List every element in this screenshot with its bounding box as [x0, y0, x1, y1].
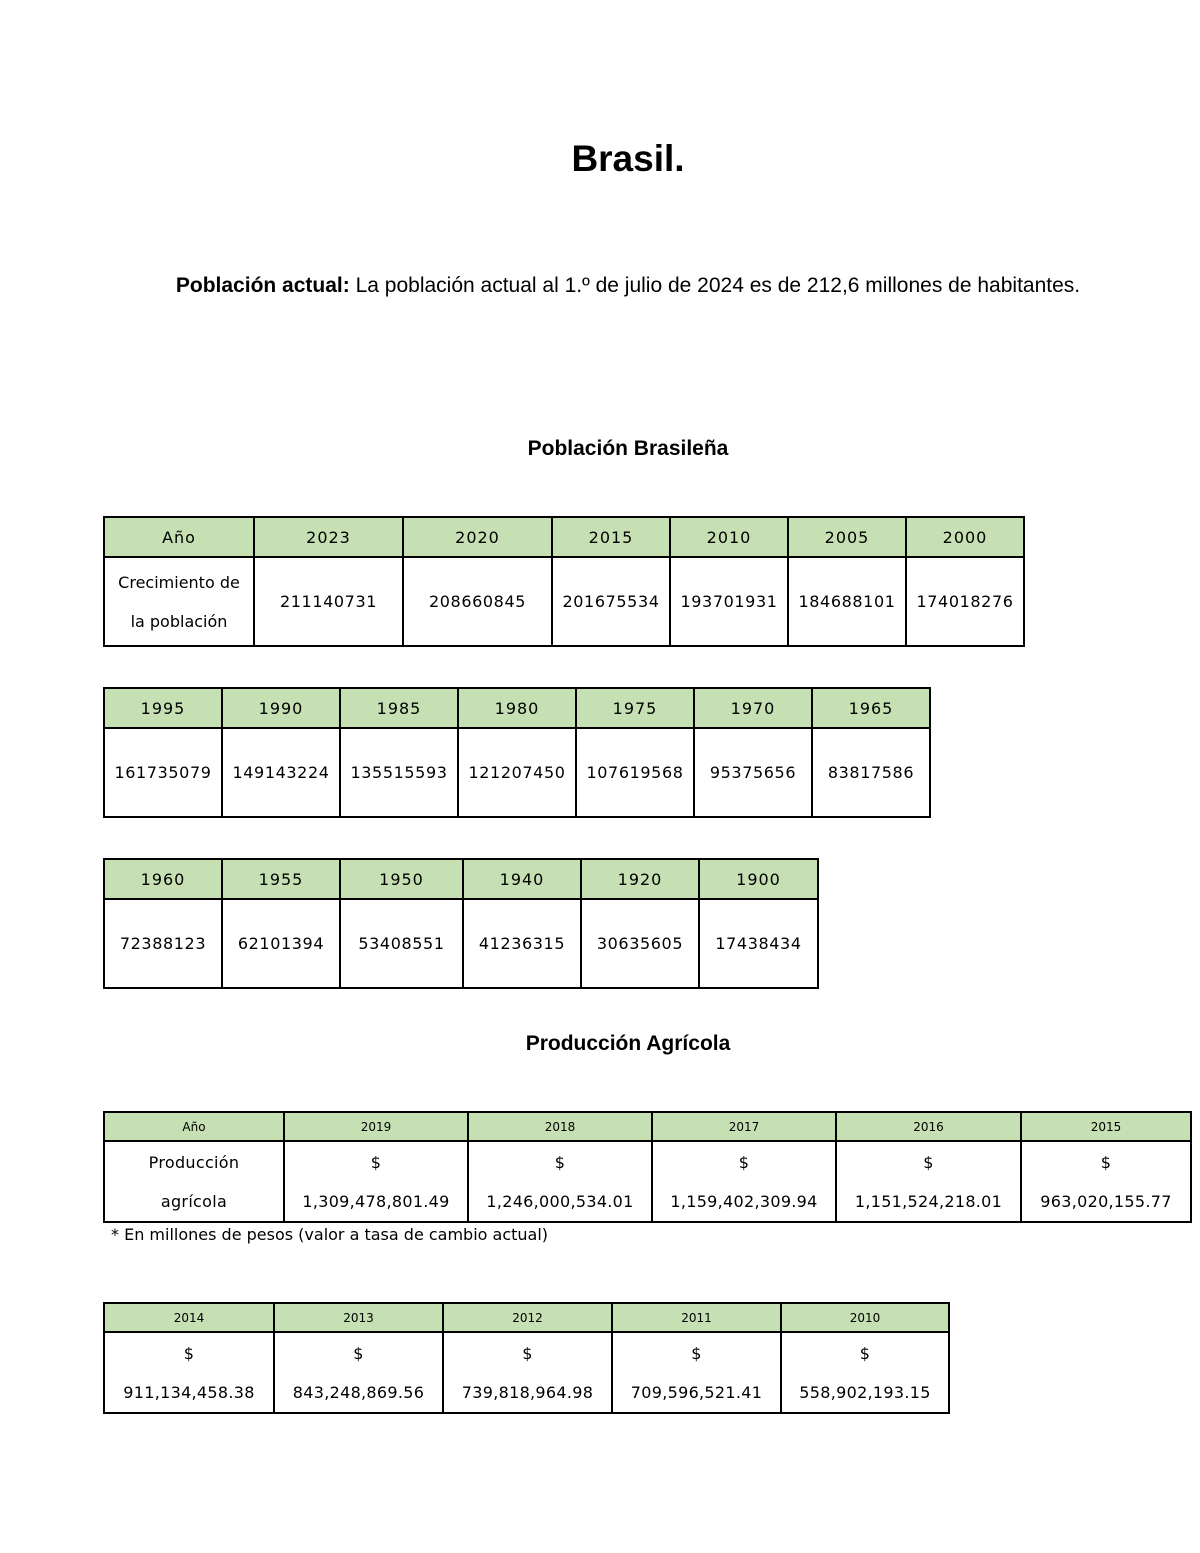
population-value-cell: 193701931: [670, 557, 788, 646]
year-header-label: Año: [104, 1112, 284, 1141]
row-label: [104, 557, 254, 646]
production-value-cell: [284, 1141, 468, 1222]
population-table-2: [103, 687, 931, 818]
year-cell: 2010: [781, 1303, 949, 1332]
year-cell: 2020: [403, 517, 552, 557]
year-cell: 1900: [699, 859, 818, 899]
population-value-cell: 95375656: [694, 728, 812, 817]
table-header-row: [104, 1112, 1191, 1141]
population-value-cell: 161735079: [104, 728, 222, 817]
year-cell: 2023: [254, 517, 403, 557]
year-cell: 1955: [222, 859, 340, 899]
population-value-cell: 121207450: [458, 728, 576, 817]
year-cell: 2018: [468, 1112, 652, 1141]
year-cell: 2015: [1021, 1112, 1191, 1141]
year-cell: 2000: [906, 517, 1024, 557]
population-value-cell: 17438434: [699, 899, 818, 988]
table-header-row: [104, 1303, 949, 1332]
currency-symbol: $: [859, 1343, 871, 1363]
current-population-label: Población actual:: [175, 274, 350, 297]
production-value-cell: [652, 1141, 836, 1222]
population-heading: Población Brasileña: [527, 437, 729, 460]
year-header-label: Año: [104, 517, 254, 557]
page-title: Brasil.: [571, 138, 685, 179]
year-cell: 2012: [443, 1303, 612, 1332]
row-label-line: Producción: [148, 1152, 240, 1172]
population-value-cell: 72388123: [104, 899, 222, 988]
row-label-line: agrícola: [160, 1191, 228, 1211]
year-cell: 1980: [458, 688, 576, 728]
currency-note: * En millones de pesos (valor a tasa de cambio actual): [111, 1225, 549, 1244]
table-header-row: [104, 859, 818, 899]
population-value-cell: 53408551: [340, 899, 463, 988]
production-value-cell: [1021, 1141, 1191, 1222]
currency-symbol: $: [370, 1152, 382, 1172]
current-population-statement: [0, 274, 1200, 298]
production-amount: 739,818,964.98: [461, 1382, 594, 1402]
year-cell: 1975: [576, 688, 694, 728]
production-amount: 709,596,521.41: [630, 1382, 763, 1402]
current-population-text: La población actual al 1.º de julio de 2024 es de 212,6 millones de habitantes.: [349, 274, 1081, 297]
year-cell: 1990: [222, 688, 340, 728]
currency-symbol: $: [923, 1152, 934, 1172]
currency-symbol: $: [738, 1152, 750, 1172]
row-label-line: la población: [130, 611, 228, 631]
year-cell: 1940: [463, 859, 581, 899]
population-value-cell: 107619568: [576, 728, 694, 817]
population-table-3: [103, 858, 819, 989]
table-row: [104, 899, 818, 988]
production-value-cell: [468, 1141, 652, 1222]
population-value-cell: 211140731: [254, 557, 403, 646]
year-cell: 2017: [652, 1112, 836, 1141]
table-header-row: [104, 517, 1024, 557]
population-value-cell: 135515593: [340, 728, 458, 817]
production-amount: 843,248,869.56: [292, 1382, 425, 1402]
production-value-cell: [104, 1332, 274, 1413]
table-header-row: [104, 688, 930, 728]
production-amount: 1,246,000,534.01: [486, 1191, 634, 1211]
population-value-cell: 62101394: [222, 899, 340, 988]
year-cell: 2013: [274, 1303, 443, 1332]
year-cell: 2016: [836, 1112, 1021, 1141]
currency-symbol: $: [554, 1152, 566, 1172]
production-amount: 1,309,478,801.49: [302, 1191, 450, 1211]
production-amount: 1,151,524,218.01: [854, 1191, 1003, 1211]
population-value-cell: 208660845: [403, 557, 552, 646]
table-row: [104, 557, 1024, 646]
production-value-cell: [781, 1332, 949, 1413]
year-cell: 2011: [612, 1303, 781, 1332]
production-value-cell: [836, 1141, 1021, 1222]
year-cell: 1920: [581, 859, 699, 899]
year-cell: 2019: [284, 1112, 468, 1141]
year-cell: 2015: [552, 517, 670, 557]
row-label: [104, 1141, 284, 1222]
row-label-line: Crecimiento de: [118, 572, 240, 592]
production-amount: 963,020,155.77: [1040, 1191, 1172, 1211]
production-value-cell: [274, 1332, 443, 1413]
production-amount: 558,902,193.15: [799, 1382, 931, 1402]
year-cell: 2010: [670, 517, 788, 557]
production-value-cell: [443, 1332, 612, 1413]
currency-symbol: $: [353, 1343, 364, 1363]
table-row: [104, 1141, 1191, 1222]
production-value-cell: [612, 1332, 781, 1413]
table-row: [104, 728, 930, 817]
population-value-cell: 30635605: [581, 899, 699, 988]
agriculture-table-1: [103, 1111, 1192, 1223]
currency-symbol: $: [1100, 1152, 1112, 1172]
population-value-cell: 83817586: [812, 728, 930, 817]
population-value-cell: 201675534: [552, 557, 670, 646]
year-cell: 2005: [788, 517, 906, 557]
year-cell: 1970: [694, 688, 812, 728]
year-cell: 2014: [104, 1303, 274, 1332]
population-value-cell: 174018276: [906, 557, 1024, 646]
table-row: [104, 1332, 949, 1413]
year-cell: 1995: [104, 688, 222, 728]
population-value-cell: 184688101: [788, 557, 906, 646]
population-value-cell: 41236315: [463, 899, 581, 988]
agriculture-table-2: [103, 1302, 950, 1414]
currency-symbol: $: [522, 1343, 533, 1363]
currency-symbol: $: [691, 1343, 702, 1363]
year-cell: 1965: [812, 688, 930, 728]
production-amount: 1,159,402,309.94: [670, 1191, 818, 1211]
year-cell: 1950: [340, 859, 463, 899]
year-cell: 1960: [104, 859, 222, 899]
population-table-1: [103, 516, 1025, 647]
population-value-cell: 149143224: [222, 728, 340, 817]
agriculture-heading: Producción Agrícola: [525, 1032, 731, 1055]
year-cell: 1985: [340, 688, 458, 728]
production-amount: 911,134,458.38: [123, 1382, 255, 1402]
currency-symbol: $: [183, 1343, 195, 1363]
